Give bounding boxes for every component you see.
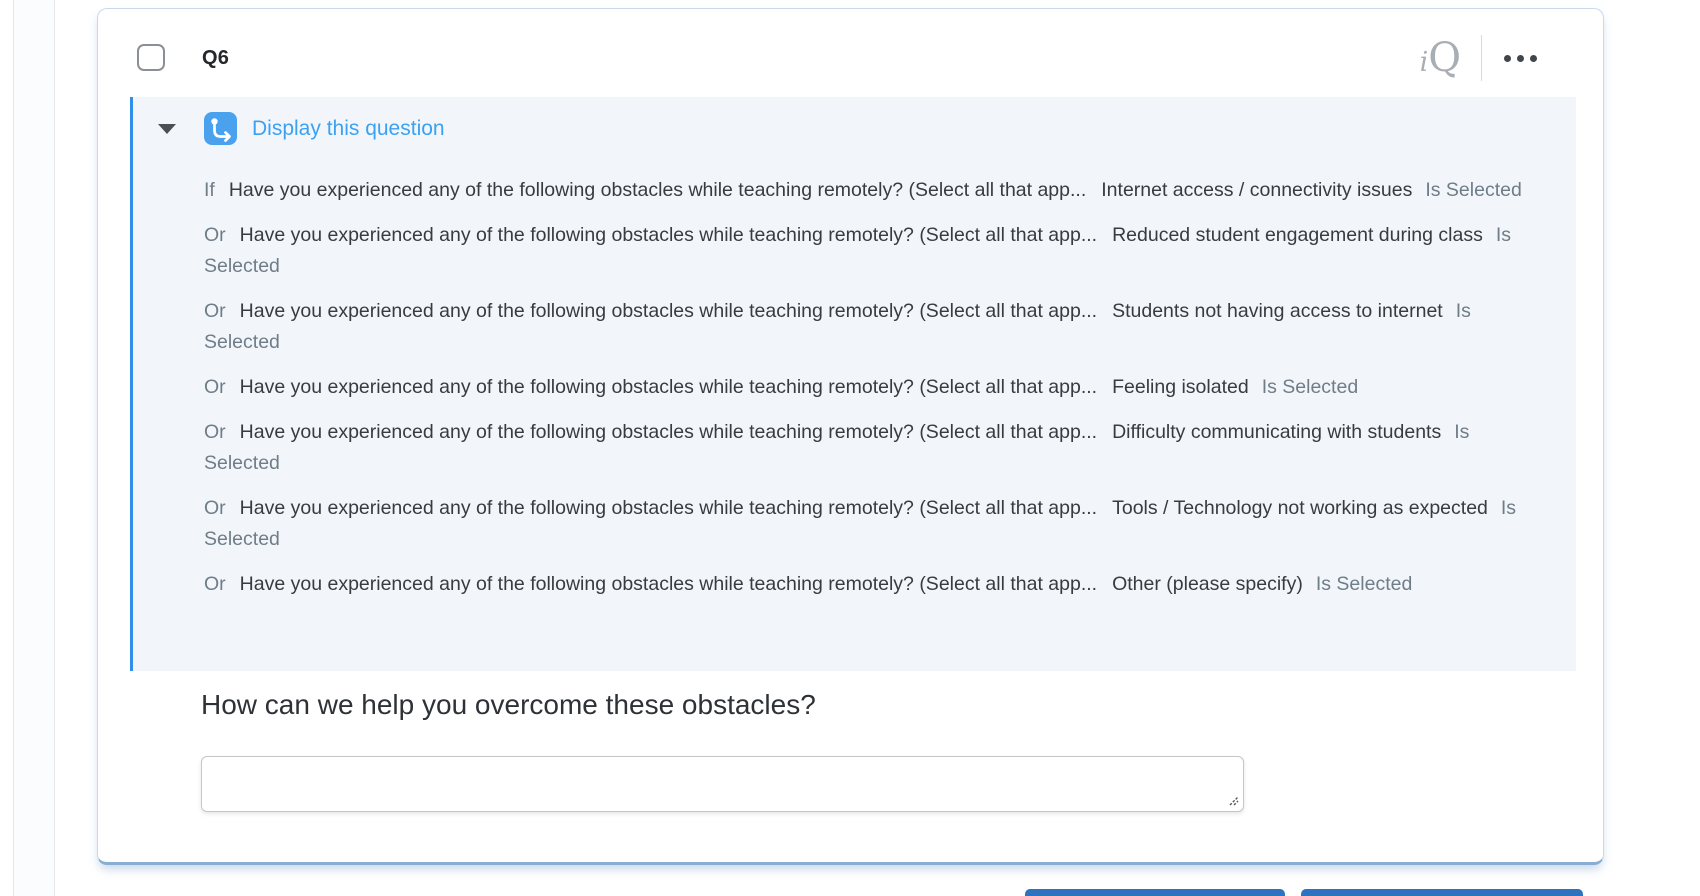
logic-condition-row[interactable]: If Have you experienced any of the following obstacles while teaching remotely? (Select all that app... Internet access / connectivity issues Is Selected	[204, 179, 1522, 201]
question-card-q6[interactable]	[97, 8, 1604, 865]
dot-icon	[1504, 55, 1511, 62]
question-id-label: Q6	[202, 47, 230, 69]
display-logic-header	[133, 97, 1576, 145]
question-toolbar	[1420, 35, 1539, 81]
logic-condition-row[interactable]: Or Have you experienced any of the following obstacles while teaching remotely? (Select all that app... Tools / Technology not working as expected Is Selected	[204, 497, 1517, 550]
question-options-menu-button[interactable]	[1502, 47, 1539, 70]
display-logic-icon	[204, 112, 237, 145]
toolbar-divider	[1481, 35, 1482, 81]
logic-condition-row[interactable]: Or Have you experienced any of the following obstacles while teaching remotely? (Select all that app... Difficulty communicating with students Is Selected	[204, 421, 1470, 474]
question-text[interactable]: How can we help you overcome these obstacles?	[201, 689, 816, 720]
dot-icon	[1530, 55, 1537, 62]
display-logic-panel	[130, 97, 1576, 671]
resize-grip-icon[interactable]	[1226, 793, 1240, 807]
display-logic-title[interactable]: Display this question	[252, 116, 445, 140]
collapse-caret-icon[interactable]	[158, 124, 176, 134]
bottom-action-button-right[interactable]	[1301, 889, 1583, 896]
logic-condition-row[interactable]: Or Have you experienced any of the following obstacles while teaching remotely? (Select all that app... Feeling isolated Is Selected	[204, 376, 1359, 398]
left-rail-inner	[14, 0, 55, 896]
logic-condition-row[interactable]: Or Have you experienced any of the following obstacles while teaching remotely? (Select all that app... Other (please specify) Is Selected	[204, 573, 1413, 595]
bottom-action-button-left[interactable]	[1025, 889, 1285, 896]
answer-text-input[interactable]	[201, 756, 1244, 812]
logic-condition-row[interactable]: Or Have you experienced any of the following obstacles while teaching remotely? (Select all that app... Students not having access to internet Is Selected	[204, 300, 1471, 353]
dot-icon	[1517, 55, 1524, 62]
logic-condition-row[interactable]: Or Have you experienced any of the following obstacles while teaching remotely? (Select all that app... Reduced student engagement during class Is Selected	[204, 224, 1512, 277]
display-logic-conditions	[133, 145, 1576, 600]
iq-logo-icon[interactable]: i Q	[1419, 35, 1461, 81]
answer-input-wrap	[201, 756, 1244, 812]
question-select-checkbox[interactable]	[137, 44, 165, 71]
left-rail-outer	[0, 0, 14, 896]
